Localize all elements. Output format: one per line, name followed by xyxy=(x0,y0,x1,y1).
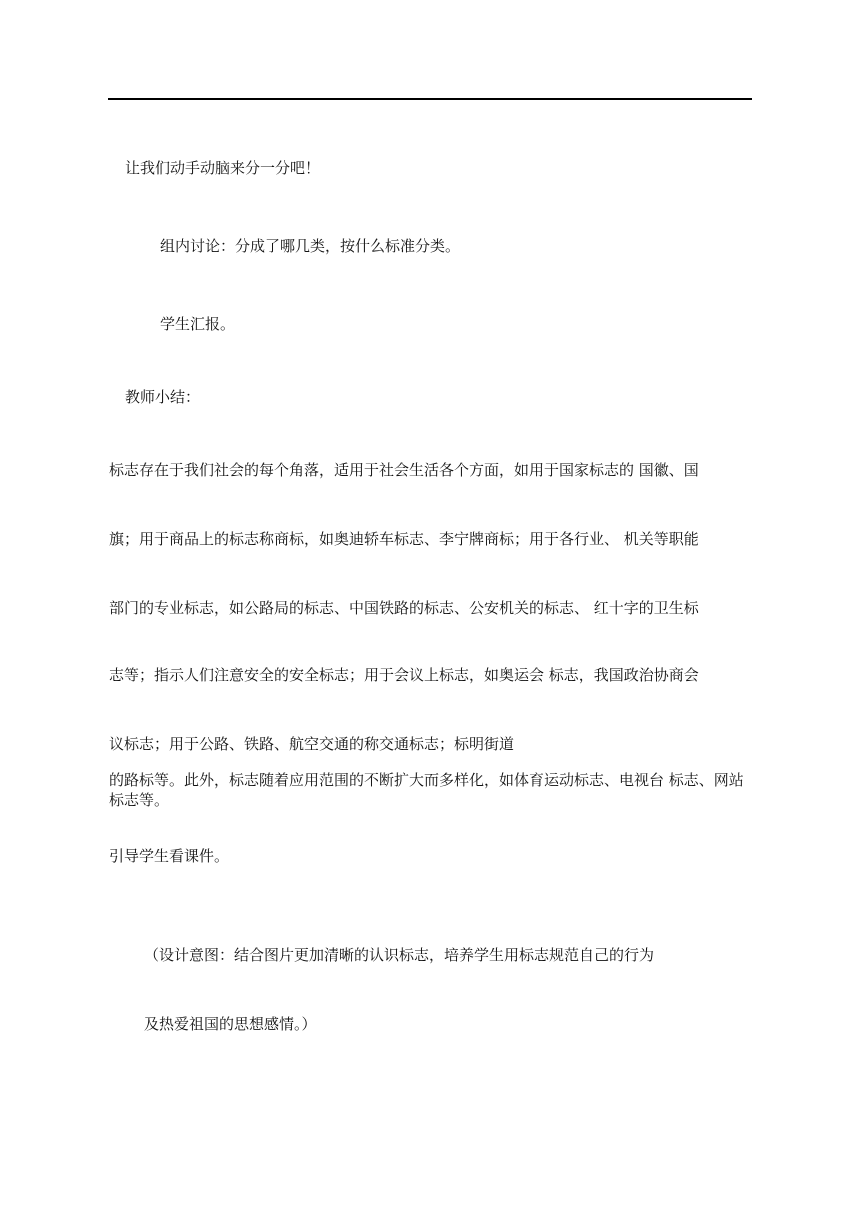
header-rule xyxy=(108,98,752,100)
teacher-summary-heading: 教师小结： xyxy=(125,388,201,406)
student-report-text: 学生汇报。 xyxy=(160,315,236,333)
summary-line: 旗；用于商品上的标志称商标，如奥迪轿车标志、李宁牌商标；用于各行业、 机关等职能 xyxy=(109,530,699,548)
summary-line: 部门的专业标志，如公路局的标志、中国铁路的标志、公安机关的标志、 红十字的卫生标 xyxy=(109,599,699,617)
prompt-text: 让我们动手动脑来分一分吧！ xyxy=(125,159,321,177)
guide-text: 引导学生看课件。 xyxy=(109,847,230,865)
summary-line: 标志存在于我们社会的每个角落，适用于社会生活各个方面，如用于国家标志的 国徽、国 xyxy=(109,461,699,479)
summary-line: 议标志；用于公路、铁路、航空交通的称交通标志；标明街道 xyxy=(109,735,515,753)
summary-continuation: 的路标等。此外，标志随着应用范围的不断扩大而多样化，如体育运动标志、电视台 标志、网站标志等。 xyxy=(109,771,744,809)
design-intent-line-1: （设计意图：结合图片更加清晰的认识标志，培养学生用标志规范自己的行为 xyxy=(144,946,655,964)
design-intent-line-2: 及热爱祖国的思想感情。） xyxy=(144,1015,317,1033)
group-discussion-text: 组内讨论：分成了哪几类，按什么标准分类。 xyxy=(160,237,461,255)
summary-line: 志等；指示人们注意安全的安全标志；用于会议上标志，如奥运会 标志，我国政治协商会 xyxy=(109,666,699,684)
